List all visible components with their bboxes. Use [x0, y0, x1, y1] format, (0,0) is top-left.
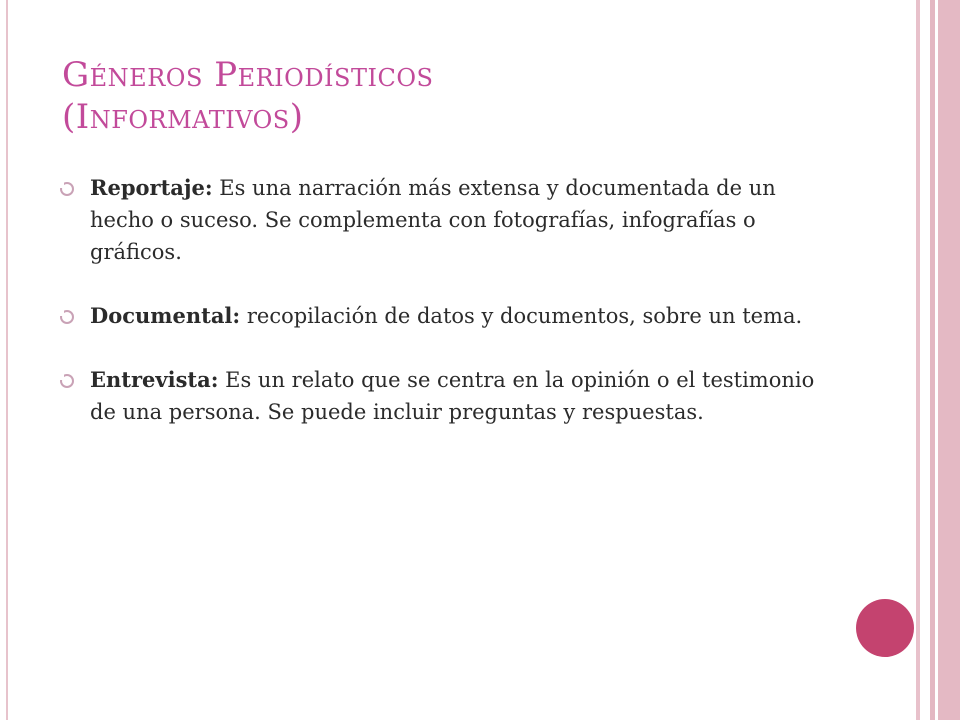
bullet-icon — [60, 374, 74, 388]
title-line-1: Géneros Periodísticos — [62, 55, 434, 95]
list-item — [60, 364, 840, 428]
bullet-icon — [60, 310, 74, 324]
title-line-2: (Informativos) — [62, 97, 304, 137]
bullet-list — [60, 172, 840, 460]
left-border-line — [6, 0, 8, 720]
right-stripe — [920, 0, 930, 720]
slide-title — [62, 54, 882, 138]
item-text: Es una narración más extensa y documentada de un hecho o suceso. Se complementa con fotografías, infografías o gráficos. — [90, 176, 776, 264]
item-term: Reportaje: — [90, 175, 213, 200]
item-term: Entrevista: — [90, 367, 219, 392]
item-text: Es un relato que se centra en la opinión o el testimonio de una persona. Se puede incluir preguntas y respuestas. — [90, 368, 815, 424]
bullet-icon — [60, 182, 74, 196]
accent-circle — [856, 599, 914, 657]
list-item — [60, 300, 840, 332]
list-item — [60, 172, 840, 268]
item-text: recopilación de datos y documentos, sobre un tema. — [240, 304, 803, 328]
right-stripe — [938, 0, 960, 720]
item-term: Documental: — [90, 303, 241, 328]
